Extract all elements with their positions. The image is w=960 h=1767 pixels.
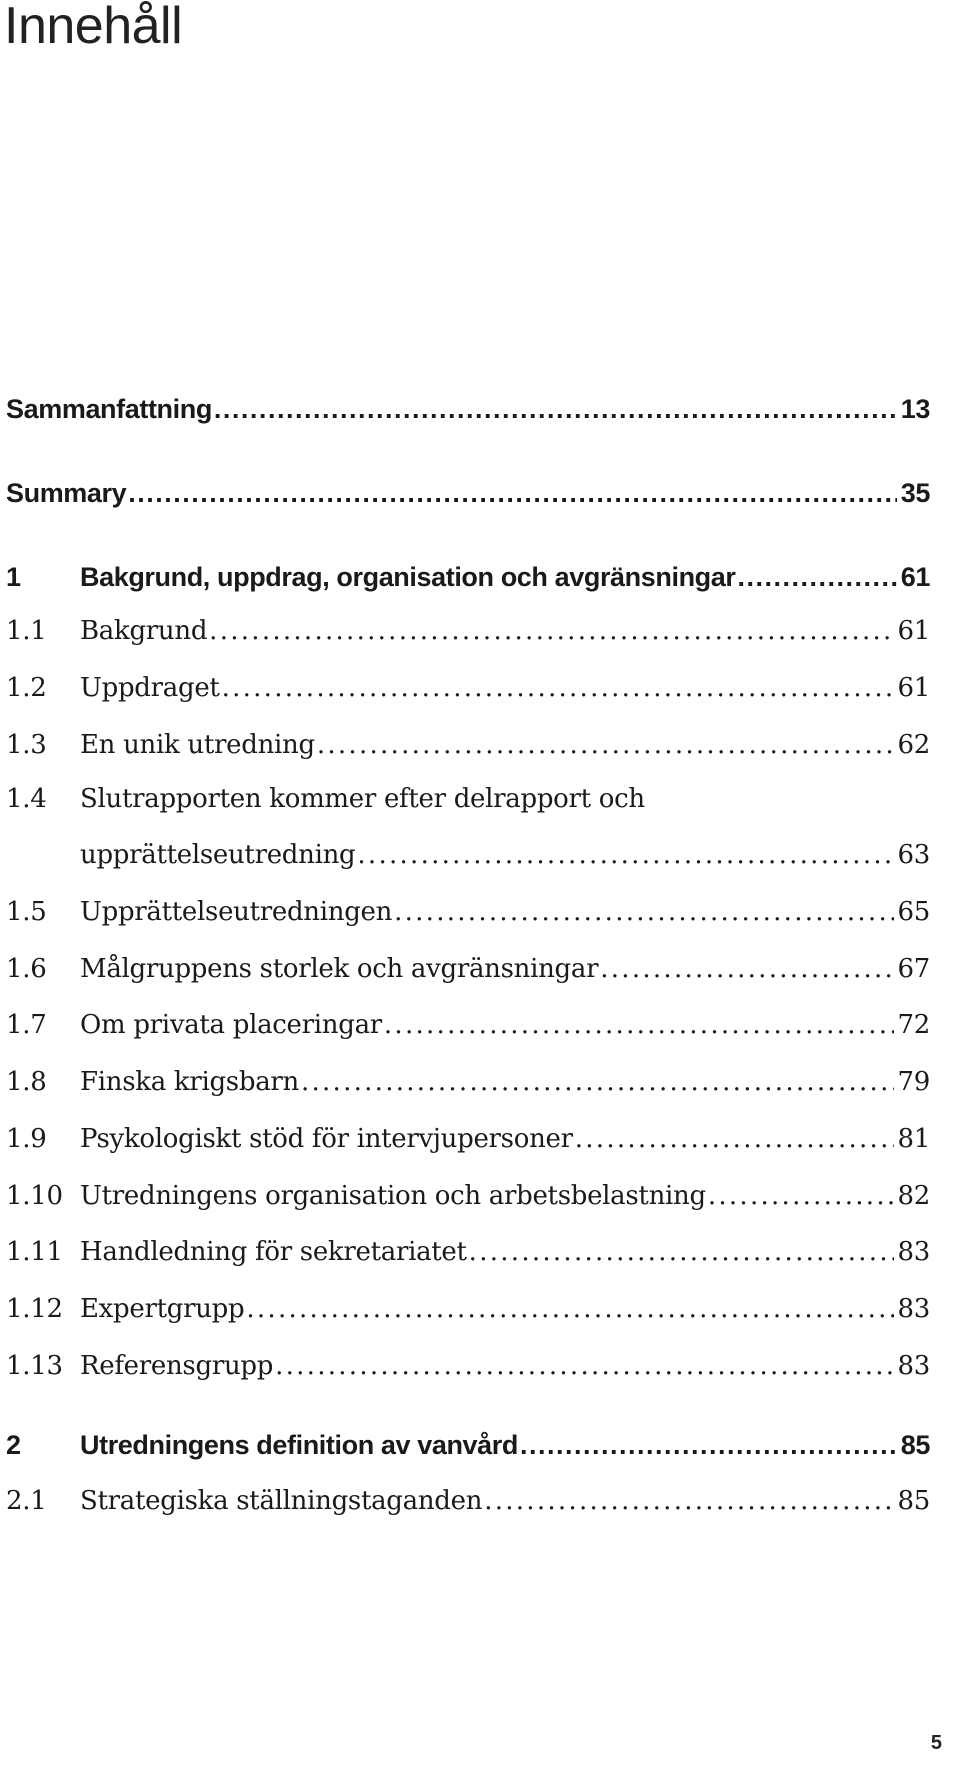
toc-entry-number: 1 [6,562,21,592]
toc-entry-page: 65 [897,897,930,927]
toc-entry-1-10[interactable] [6,1181,930,1211]
toc-entry-2-1[interactable] [6,1486,930,1516]
toc-entry-text [80,840,898,870]
toc-entry-page: 61 [897,673,930,703]
toc-entry-label: Handledning för sekretariatet [80,1237,467,1267]
page-title: Innehåll [4,0,183,55]
toc-entry-label: Utredningens definition av vanvård [80,1430,518,1460]
toc-entry-number: 1.1 [6,616,47,646]
toc-entry-label: Referensgrupp [80,1351,274,1381]
toc-entry-text [80,1124,898,1154]
toc-entry-label: Om privata placeringar [80,1010,382,1040]
toc-entry-number: 1.11 [6,1237,63,1267]
toc-entry-text [6,478,901,509]
dot-leader [484,1486,893,1516]
toc-entry-1-4[interactable] [6,840,930,870]
dot-leader [317,730,894,760]
toc-entry-label: Målgruppens storlek och avgränsningar [80,954,599,984]
toc-entry-number: 1.9 [6,1124,47,1154]
toc-entry-label: Uppdraget [80,673,220,703]
page-number: 5 [930,1732,942,1754]
toc-entry-summary[interactable] [6,478,930,509]
toc-entry-number: 1.13 [6,1351,63,1381]
dot-leader [128,478,897,509]
toc-entry-page: 83 [897,1351,930,1381]
toc-entry-label: Sammanfattning [6,394,212,424]
dot-leader [575,1124,894,1154]
toc-entry-text [80,1067,898,1097]
toc-entry-text [6,394,901,425]
toc-entry-page: 63 [897,840,930,870]
toc-entry-text [80,1237,898,1267]
toc-entry-label: Summary [6,478,127,508]
dot-leader [222,673,894,703]
toc-entry-text [80,1486,898,1516]
toc-entry-page: 82 [897,1181,930,1211]
toc-entry-1-7[interactable] [6,1010,930,1040]
toc-entry-text [80,1294,898,1324]
toc-entry-page: 81 [897,1124,930,1154]
toc-entry-label: En unik utredning [80,730,315,760]
toc-entry-label: Utredningens organisation och arbetsbelastning [80,1181,706,1211]
toc-entry-page: 61 [900,562,930,592]
dot-leader [214,394,897,425]
dot-leader [469,1237,894,1267]
toc-entry-label: Upprättelseutredningen [80,897,393,927]
toc-entry-number: 1.8 [6,1067,47,1097]
toc-entry-number: 1.4 [6,784,47,814]
toc-entry-page: 61 [897,616,930,646]
toc-entry-number: 1.2 [6,673,47,703]
toc-entry-label: Bakgrund, uppdrag, organisation och avgränsningar [80,562,736,592]
dot-leader [520,1430,897,1461]
toc-entry-number: 1.10 [6,1181,63,1211]
toc-entry-sammanfattning[interactable] [6,394,930,425]
toc-entry-number: 1.7 [6,1010,47,1040]
toc-entry-1-8[interactable] [6,1067,930,1097]
toc-entry-page: 13 [900,394,930,424]
toc-entry-number: 1.12 [6,1294,63,1324]
toc-entry-1-3[interactable] [6,730,930,760]
dot-leader [394,897,893,927]
toc-entry-1-6[interactable] [6,954,930,984]
toc-entry-number: 1.3 [6,730,47,760]
toc-entry-page: 83 [897,1294,930,1324]
toc-entry-page: 67 [897,954,930,984]
toc-entry-page: 79 [897,1067,930,1097]
toc-entry-page: 62 [897,730,930,760]
toc-entry-text [80,562,901,593]
toc-entry-1-5[interactable] [6,897,930,927]
dot-leader [275,1351,893,1381]
toc-entry-text [80,1351,898,1381]
dot-leader [384,1010,894,1040]
toc-entry-label: Psykologiskt stöd för intervjupersoner [80,1124,573,1154]
toc-entry-number: 2 [6,1430,21,1460]
dot-leader [600,954,893,984]
toc-entry-label: Finska krigsbarn [80,1067,299,1097]
toc-entry-text [80,730,898,760]
toc-entry-text [80,897,898,927]
toc-entry-text [80,673,898,703]
toc-entry-chapter-1[interactable] [6,562,930,593]
toc-entry-1-9[interactable] [6,1124,930,1154]
toc-entry-1-1[interactable] [6,616,930,646]
toc-entry-page: 72 [897,1010,930,1040]
toc-entry-text [80,1181,898,1211]
toc-entry-number: 1.6 [6,954,47,984]
toc-entry-chapter-2[interactable] [6,1430,930,1461]
toc-entry-label: Expertgrupp [80,1294,245,1324]
toc-entry-page: 85 [897,1486,930,1516]
toc-entry-text [80,954,898,984]
toc-entry-page: 35 [900,478,930,508]
toc-entry-1-2[interactable] [6,673,930,703]
toc-entry-1-11[interactable] [6,1237,930,1267]
toc-entry-label: upprättelseutredning [80,840,356,870]
toc-entry-text [80,616,898,646]
toc-entry-number: 2.1 [6,1486,47,1516]
dot-leader [708,1181,894,1211]
toc-entry-page: 85 [900,1430,930,1460]
dot-leader [209,616,893,646]
toc-entry-label-line1[interactable]: Slutrapporten kommer efter delrapport och [80,784,645,814]
toc-entry-text [80,1430,901,1461]
toc-entry-page: 83 [897,1237,930,1267]
toc-entry-text [80,1010,898,1040]
toc-entry-number: 1.5 [6,897,47,927]
toc-entry-1-13[interactable] [6,1351,930,1381]
toc-entry-1-12[interactable] [6,1294,930,1324]
dot-leader [357,840,893,870]
dot-leader [246,1294,893,1324]
toc-entry-label: Strategiska ställningstaganden [80,1486,483,1516]
toc-entry-label: Bakgrund [80,616,208,646]
dot-leader [737,562,896,593]
dot-leader [301,1067,894,1097]
